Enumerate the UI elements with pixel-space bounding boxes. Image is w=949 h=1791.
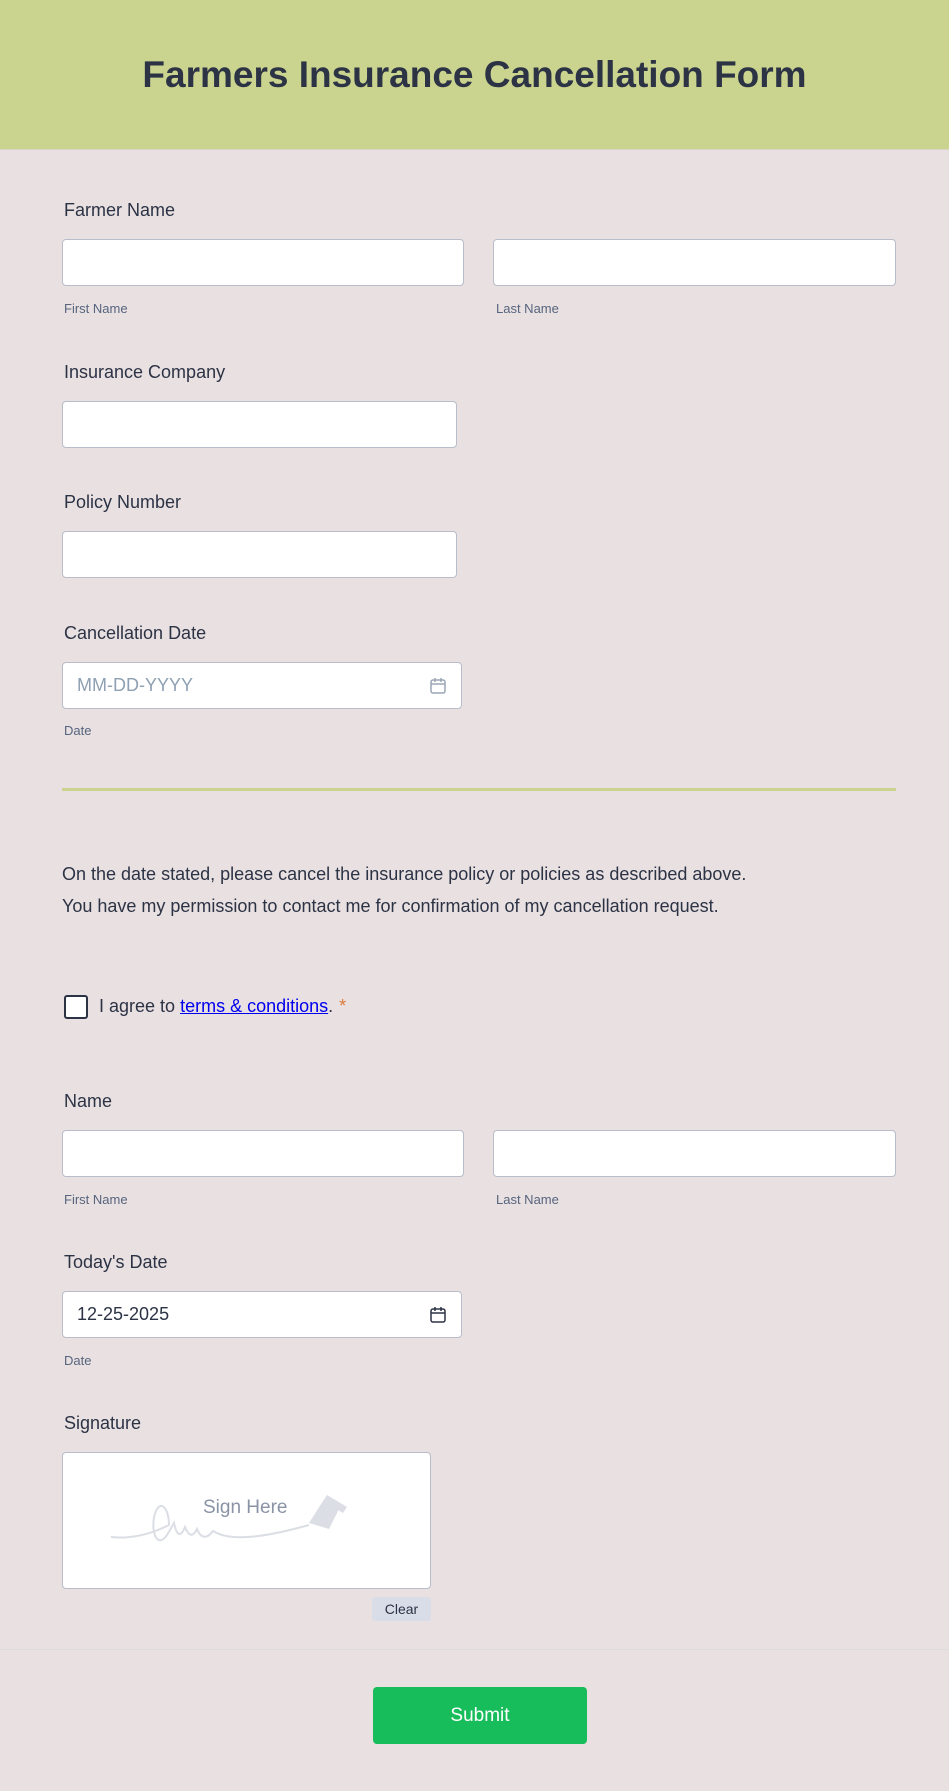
farmer-last-name-input[interactable] <box>493 239 896 286</box>
required-asterisk: * <box>339 996 347 1016</box>
terms-checkbox[interactable] <box>64 995 88 1019</box>
insurance-company-input[interactable] <box>62 401 457 448</box>
date-sublabel: Date <box>64 1353 92 1368</box>
todays-date-label: Today's Date <box>64 1252 168 1272</box>
todays-date-input[interactable] <box>62 1291 462 1338</box>
name-label: Name <box>64 1091 113 1111</box>
form-header <box>0 0 949 150</box>
agree-suffix: . <box>328 996 334 1016</box>
terms-link[interactable]: terms & conditions <box>180 996 329 1016</box>
signature-pen-icon <box>109 1487 389 1557</box>
form-title: Farmers Insurance Cancellation Form <box>142 53 807 95</box>
sign-here-text: Sign Here <box>203 1497 288 1518</box>
clear-signature-button[interactable]: Clear <box>372 1597 431 1621</box>
first-name-input[interactable] <box>62 1130 464 1177</box>
insurance-company-label: Insurance Company <box>64 362 226 382</box>
last-name-input[interactable] <box>493 1130 896 1177</box>
calendar-icon[interactable] <box>429 677 447 695</box>
statement-line: On the date stated, please cancel the insurance policy or policies as described above. <box>62 864 747 884</box>
signature-label: Signature <box>64 1413 142 1433</box>
section-divider <box>62 788 896 791</box>
farmer-first-name-input[interactable] <box>62 239 464 286</box>
statement-line: You have my permission to contact me for confirmation of my cancellation request. <box>62 896 719 916</box>
cancellation-date-label: Cancellation Date <box>64 623 207 643</box>
date-value: 12-25-2025 <box>77 1304 170 1324</box>
agree-text: I agree to <box>99 996 181 1016</box>
signature-pad[interactable] <box>62 1452 431 1589</box>
first-name-sublabel: First Name <box>64 301 128 316</box>
date-placeholder: MM-DD-YYYY <box>77 675 193 695</box>
calendar-icon[interactable] <box>429 1306 447 1324</box>
submit-button[interactable]: Submit <box>373 1687 587 1744</box>
cancellation-statement <box>62 858 746 922</box>
date-sublabel: Date <box>64 723 92 738</box>
cancellation-date-input[interactable] <box>62 662 462 709</box>
policy-number-input[interactable] <box>62 531 457 578</box>
policy-number-label: Policy Number <box>64 492 182 512</box>
last-name-sublabel: Last Name <box>496 301 559 316</box>
terms-label <box>99 996 346 1017</box>
last-name-sublabel: Last Name <box>496 1192 559 1207</box>
first-name-sublabel: First Name <box>64 1192 128 1207</box>
footer-divider <box>0 1649 949 1650</box>
farmer-name-label: Farmer Name <box>64 200 176 220</box>
